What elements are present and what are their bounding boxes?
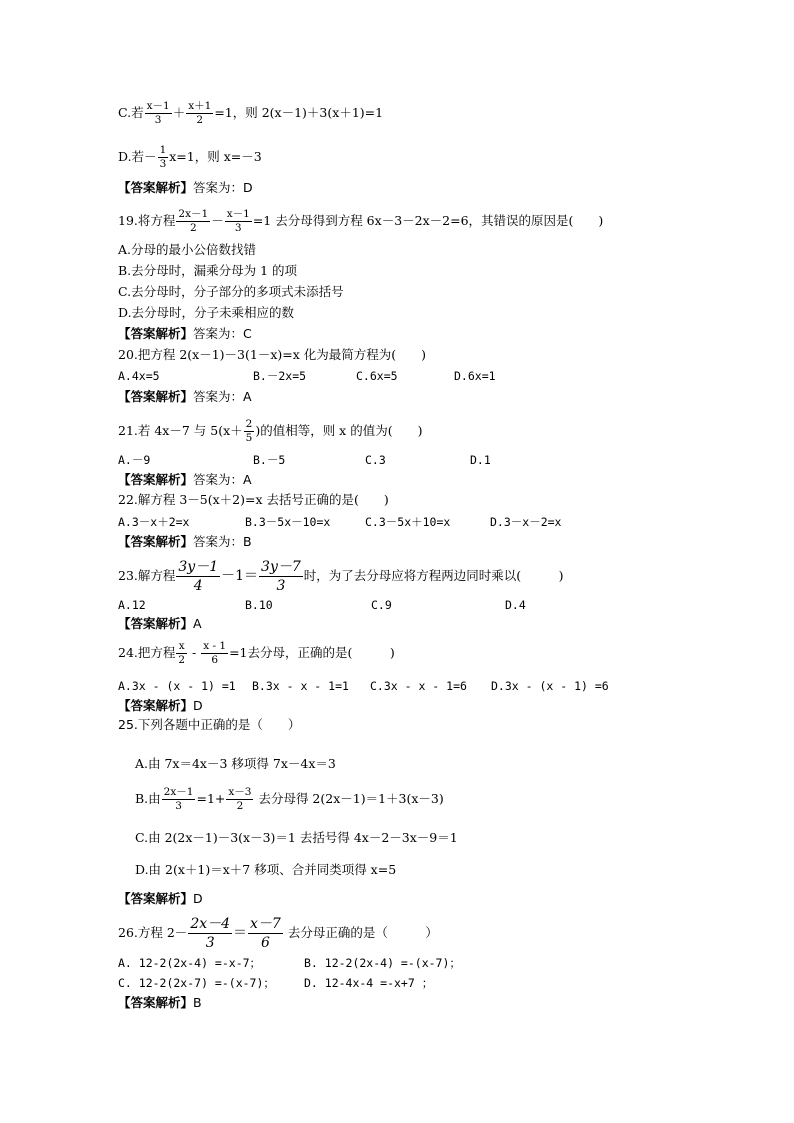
- option-a: A. 12-2(2x-4) =-x-7；: [118, 956, 262, 970]
- denominator: 6: [260, 935, 270, 951]
- numerator: x－3: [228, 786, 252, 798]
- option-b: B. 12-2(2x-4) =-(x-7)；: [304, 956, 461, 970]
- option-d: D.4: [505, 598, 526, 612]
- fraction: [244, 418, 255, 445]
- answer-value: 答案为：A: [193, 389, 252, 404]
- denominator: 2: [178, 654, 186, 666]
- q19-option-b: B.去分母时，漏乘分母为 1 的项: [118, 263, 298, 278]
- text: -: [188, 645, 201, 660]
- q26-answer: [118, 995, 202, 1011]
- answer-value: 答案为：C: [193, 326, 252, 341]
- option-d: D.3－x－2=x: [490, 515, 562, 529]
- text: 21.若 4x－7 与 5(x＋: [118, 423, 243, 438]
- numerator: x - 1: [203, 640, 227, 652]
- numerator: 3y－1: [178, 559, 219, 575]
- q20-stem: 20.把方程 2(x－1)－3(1－x)=x 化为最简方程为( ): [118, 347, 427, 362]
- text: =1 去分母得到方程 6x－3－2x－2=6，其错误的原因是( ): [252, 213, 604, 228]
- fraction: [158, 144, 169, 171]
- denominator: 3: [276, 578, 286, 594]
- text: 19.将方程: [118, 213, 176, 228]
- q24-answer: [118, 698, 203, 714]
- text: C.若: [118, 105, 144, 120]
- denominator: 4: [193, 578, 203, 594]
- q18-option-d: [118, 144, 262, 171]
- q19-option-d: D.去分母时，分子未乘相应的数: [118, 305, 295, 320]
- denominator: 2: [196, 114, 204, 126]
- q24-stem: [118, 640, 395, 667]
- answer-value: B: [193, 995, 202, 1010]
- fraction: [176, 558, 220, 595]
- option-d: D.1: [470, 453, 491, 467]
- fraction: [201, 640, 228, 667]
- option-b: B.10: [245, 598, 273, 612]
- q25-option-a: A.由 7x＝4x－3 移项得 7x－4x＝3: [135, 756, 336, 771]
- option-c: C. 12-2(2x-7) =-(x-7)；: [118, 976, 275, 990]
- answer-value: A: [193, 616, 202, 631]
- answer-label: 【答案解析】: [118, 534, 194, 549]
- option-b: B.3x - x - 1=1: [252, 679, 349, 693]
- option-d: D.6x=1: [454, 369, 496, 383]
- option-c: C.9: [371, 598, 392, 612]
- q19-answer: [118, 326, 252, 342]
- option-a: A.3x - (x - 1) =1: [118, 679, 236, 693]
- answer-value: 答案为：B: [193, 534, 252, 549]
- text: 23.解方程: [118, 568, 176, 583]
- answer-value: 答案为：A: [193, 472, 252, 487]
- numerator: x－1: [146, 100, 170, 112]
- text: 去分母得 2(2x－1)＝1＋3(x－3): [254, 791, 444, 806]
- q25-answer: [118, 891, 203, 907]
- q18-answer: [118, 180, 253, 196]
- numerator: 2x－1: [163, 786, 194, 798]
- option-a: A.－9: [118, 453, 151, 467]
- answer-value: D: [193, 698, 203, 713]
- answer-label: 【答案解析】: [118, 698, 194, 713]
- text: ＋: [172, 105, 186, 120]
- denominator: 3: [154, 114, 162, 126]
- q21-answer: [118, 472, 252, 488]
- fraction: [176, 640, 187, 667]
- fraction: [186, 100, 213, 127]
- option-b: B.－2x=5: [253, 369, 307, 383]
- text: =1去分母，正确的是( ): [229, 645, 395, 660]
- text: 去分母正确的是（ ）: [283, 925, 438, 940]
- option-a: A.12: [118, 598, 146, 612]
- answer-value: 答案为：D: [193, 180, 253, 195]
- q21-stem: [118, 418, 422, 445]
- q19-stem: [118, 208, 603, 235]
- q24-options: [118, 678, 609, 694]
- text: =1+: [196, 791, 226, 806]
- numerator: x: [176, 640, 187, 654]
- denominator: 3: [234, 222, 242, 234]
- denominator: 5: [245, 432, 253, 444]
- denominator: 3: [175, 800, 182, 812]
- fraction: [248, 915, 283, 952]
- numerator: x＋1: [188, 100, 212, 112]
- text: )的值相等，则 x 的值为( ): [255, 423, 423, 438]
- option-c: C.3－5x＋10=x: [365, 515, 451, 529]
- answer-label: 【答案解析】: [118, 389, 194, 404]
- fraction: [176, 208, 210, 235]
- option-d: D. 12-4x-4 =-x+7 ；: [304, 976, 434, 990]
- answer-label: 【答案解析】: [118, 891, 194, 906]
- option-c: C.6x=5: [356, 369, 398, 383]
- q22-stem: 22.解方程 3－5(x＋2)=x 去括号正确的是( ): [118, 492, 389, 507]
- q19-option-a: A.分母的最小公倍数找错: [118, 242, 257, 257]
- text: =1，则 2(x－1)＋3(x＋1)=1: [214, 105, 384, 120]
- text: x=1，则 x=－3: [169, 149, 262, 164]
- option-a: A.4x=5: [118, 369, 160, 383]
- option-d: D.3x - (x - 1) =6: [491, 679, 609, 693]
- numerator: 2x－1: [178, 208, 209, 220]
- answer-label: 【答案解析】: [118, 616, 194, 631]
- fraction: [188, 915, 232, 952]
- q20-answer: [118, 389, 252, 405]
- numerator: x－7: [250, 916, 281, 932]
- numerator: 2: [245, 418, 253, 430]
- q18-option-c: [118, 100, 383, 127]
- text: 24.把方程: [118, 645, 176, 660]
- q22-answer: [118, 534, 252, 550]
- q22-options: [118, 514, 561, 530]
- fraction: [145, 100, 172, 127]
- fraction: [162, 786, 196, 813]
- q25-option-b: [135, 786, 444, 813]
- option-c: C.3x - x - 1=6: [370, 679, 467, 693]
- option-b: B.－5: [253, 453, 286, 467]
- text: 时，为了去分母应将方程两边同时乘以( ): [303, 568, 564, 583]
- q21-options: [118, 452, 491, 468]
- answer-label: 【答案解析】: [118, 326, 194, 341]
- text: 26.方程 2－: [118, 925, 188, 940]
- q23-stem: [118, 558, 564, 595]
- answer-label: 【答案解析】: [118, 472, 194, 487]
- denominator: 6: [211, 654, 218, 666]
- answer-value: D: [193, 891, 203, 906]
- answer-label: 【答案解析】: [118, 995, 194, 1010]
- denominator: 3: [159, 158, 167, 170]
- text: ＝: [233, 925, 248, 941]
- option-b: B.3－5x－10=x: [245, 515, 331, 529]
- numerator: 1: [159, 144, 167, 156]
- answer-label: 【答案解析】: [118, 180, 194, 195]
- denominator: 2: [189, 222, 197, 234]
- text: －1＝: [221, 568, 259, 584]
- q25-stem: 25.下列各题中正确的是（ ）: [118, 717, 301, 732]
- fraction: [226, 786, 253, 813]
- numerator: 3y－7: [261, 559, 301, 575]
- q25-option-d: D.由 2(x＋1)＝x＋7 移项、合并同类项得 x=5: [135, 862, 397, 877]
- text: －: [211, 213, 224, 228]
- numerator: x－1: [226, 208, 250, 220]
- numerator: 2x－4: [190, 916, 231, 932]
- q26-options-ab: [118, 955, 461, 971]
- denominator: 2: [236, 800, 244, 812]
- q23-answer: [118, 616, 202, 632]
- text: B.由: [135, 791, 161, 806]
- q20-options: [118, 368, 496, 384]
- option-a: A.3－x＋2=x: [118, 515, 190, 529]
- text: D.若－: [118, 149, 157, 164]
- q25-option-c: C.由 2(2x－1)－3(x－3)＝1 去括号得 4x－2－3x－9＝1: [135, 830, 458, 845]
- q19-option-c: C.去分母时，分子部分的多项式未添括号: [118, 284, 344, 299]
- q26-stem: [118, 915, 438, 952]
- q26-options-cd: [118, 975, 433, 991]
- fraction: [259, 558, 303, 595]
- option-c: C.3: [365, 453, 386, 467]
- denominator: 3: [205, 935, 215, 951]
- q23-options: [118, 597, 526, 613]
- fraction: [225, 208, 252, 235]
